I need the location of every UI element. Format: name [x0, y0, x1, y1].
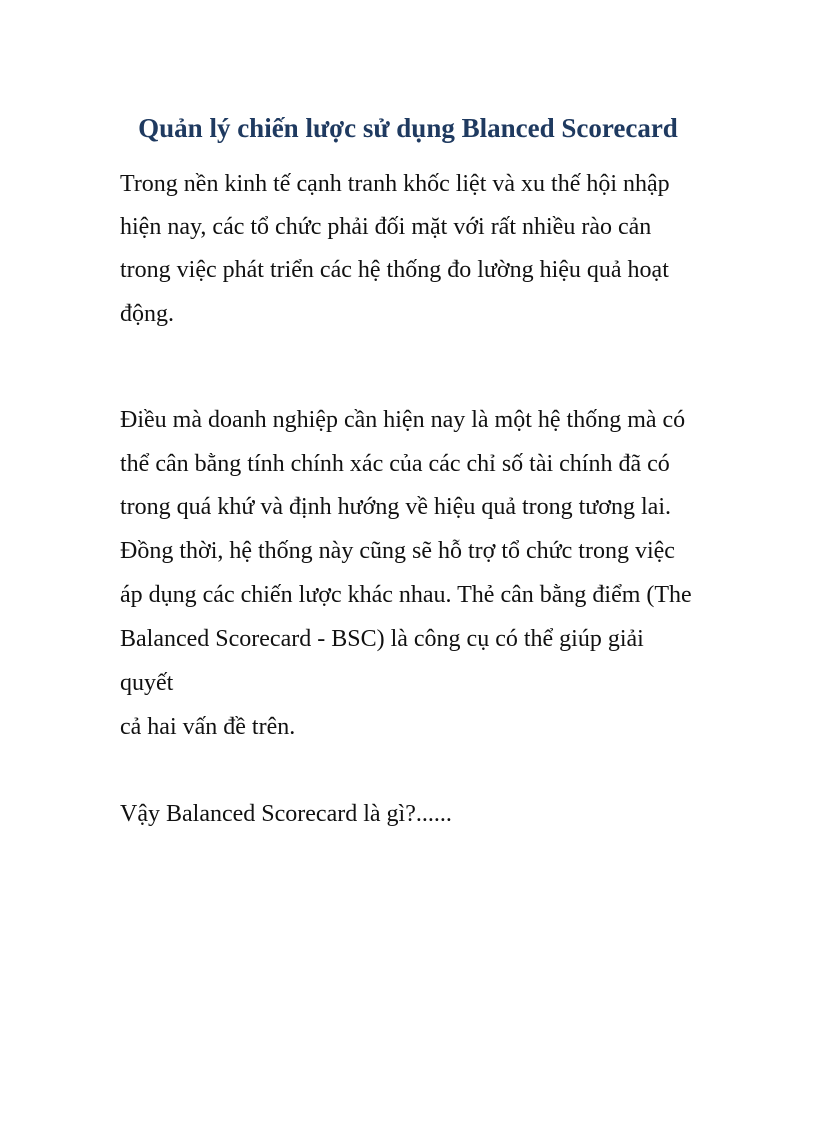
paragraph-2-line: áp dụng các chiến lược khác nhau. Thẻ cân bằng điểm (The	[120, 582, 692, 608]
paragraph-2-line: thể cân bằng tính chính xác của các chỉ số tài chính đã có	[120, 451, 670, 477]
paragraph-2-line: Điều mà doanh nghiệp cần hiện nay là một hệ thống mà có	[120, 407, 686, 433]
paragraph-1-line: động.	[120, 301, 174, 327]
closing-question: Vậy Balanced Scorecard là gì?......	[120, 801, 452, 827]
paragraph-2-line: trong quá khứ và định hướng về hiệu quả trong tương lai.	[120, 494, 671, 520]
paragraph-2-line: cả hai vấn đề trên.	[120, 714, 296, 740]
paragraph-2-line: Đồng thời, hệ thống này cũng sẽ hỗ trợ tổ chức trong việc	[120, 538, 675, 564]
paragraph-1-line: hiện nay, các tổ chức phải đối mặt với rất nhiều rào cản	[120, 214, 652, 240]
document-title: Quản lý chiến lược sử dụng Blanced Scorecard	[138, 113, 678, 143]
paragraph-2-line: Balanced Scorecard - BSC) là công cụ có thể giúp giải	[120, 626, 644, 652]
paragraph-2-line: quyết	[120, 670, 174, 696]
paragraph-1-line: Trong nền kinh tế cạnh tranh khốc liệt và xu thế hội nhập	[120, 171, 670, 197]
paragraph-1-line: trong việc phát triển các hệ thống đo lường hiệu quả hoạt	[120, 257, 669, 283]
